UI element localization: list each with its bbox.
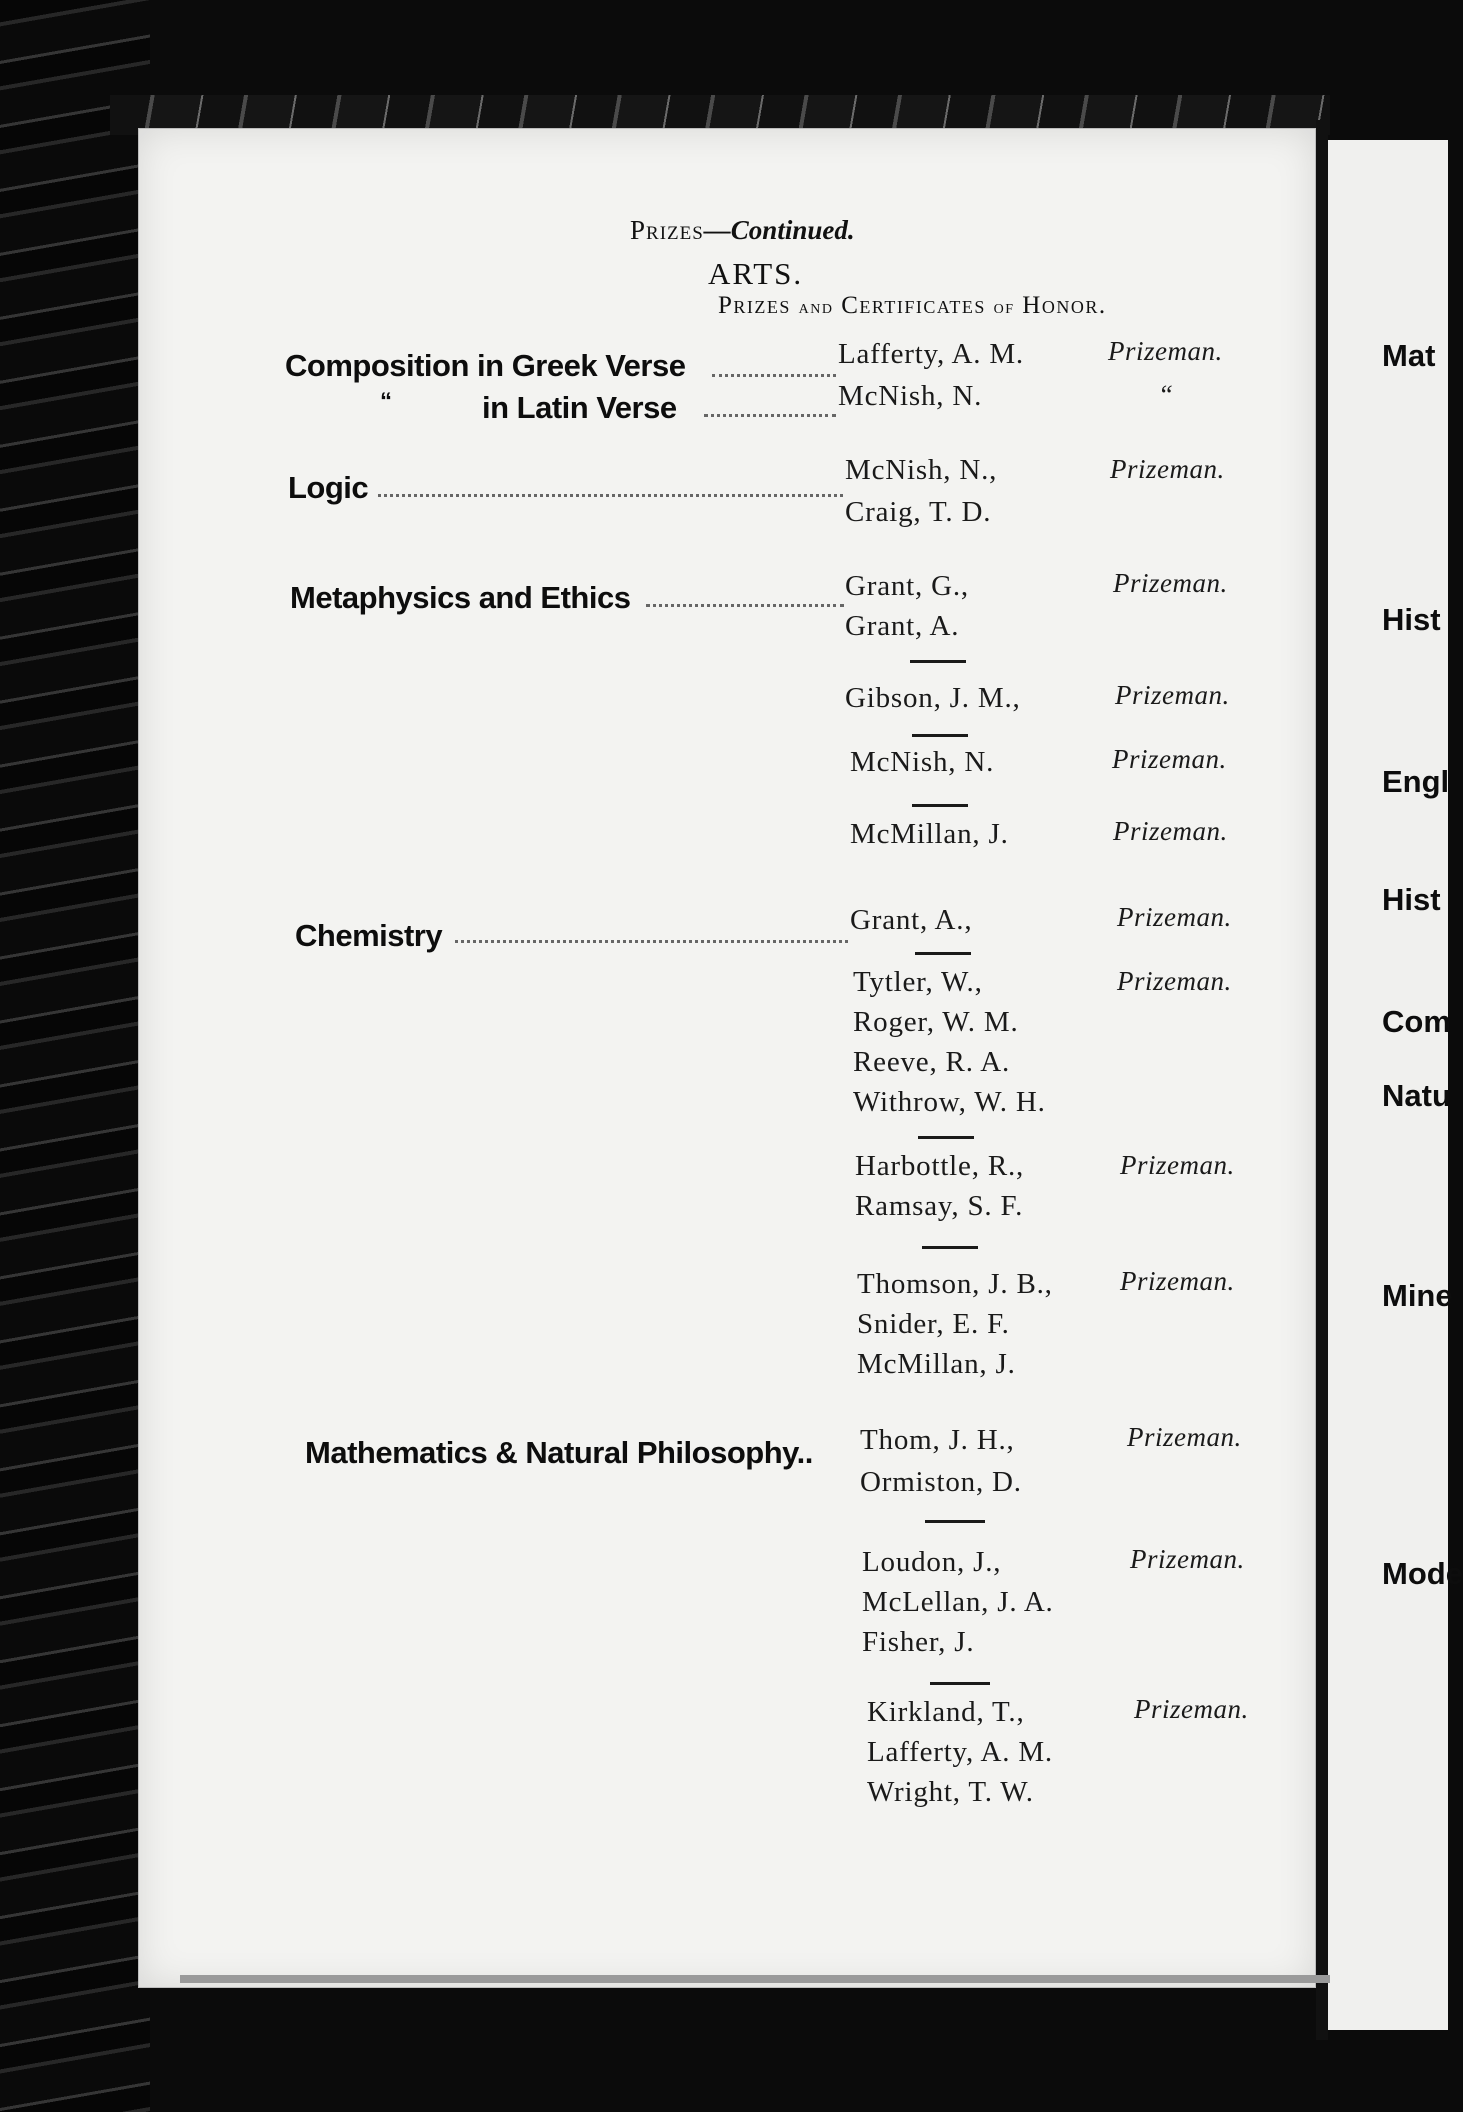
edge-word: Natu [1382, 1078, 1451, 1113]
separator-rule [910, 660, 966, 663]
name-math-4: McLellan, J. A. [862, 1586, 1054, 1618]
prize-chem-8: Prizeman. [1120, 1266, 1235, 1296]
name-chem-8: Thomson, J. B., [857, 1268, 1053, 1300]
edge-word: Hist [1382, 882, 1441, 917]
leader-dots [646, 604, 844, 607]
name-chem-7: Ramsay, S. F. [855, 1190, 1024, 1222]
name-greek-verse: Lafferty, A. M. [838, 338, 1024, 370]
name-logic-1: McNish, N., [845, 454, 998, 486]
subtitle-honor: Honor. [1022, 292, 1107, 319]
subject-chemistry: Chemistry [295, 918, 443, 953]
prize-chem-1: Prizeman. [1117, 902, 1232, 932]
name-chem-10: McMillan, J. [857, 1348, 1016, 1380]
edge-word: Mine [1382, 1278, 1453, 1313]
section-title: ARTS. [708, 256, 804, 291]
running-header [630, 215, 855, 246]
name-math-6: Kirkland, T., [867, 1696, 1025, 1728]
prize-meta-1: Prizeman. [1113, 568, 1228, 598]
name-math-8: Wright, T. W. [867, 1776, 1034, 1808]
prize-math-1: Prizeman. [1127, 1422, 1242, 1452]
edge-word: Mode [1382, 1556, 1463, 1591]
edge-word: Com [1382, 1004, 1451, 1039]
prize-math-6: Prizeman. [1134, 1694, 1249, 1724]
name-logic-2: Craig, T. D. [845, 496, 992, 528]
prize-greek-verse: Prizeman. [1108, 336, 1223, 366]
name-math-3: Loudon, J., [862, 1546, 1002, 1578]
scan-background-left [0, 0, 150, 2112]
ditto-mark-subject: “ [380, 388, 392, 415]
separator-rule [912, 734, 968, 737]
name-meta-5: McMillan, J. [850, 818, 1009, 850]
leader-dots [455, 940, 848, 943]
leader-dots [712, 374, 836, 377]
ditto-mark-prize: “ [1158, 380, 1174, 410]
name-latin-verse: McNish, N. [838, 380, 983, 412]
name-chem-6: Harbottle, R., [855, 1150, 1025, 1182]
leader-dots [704, 414, 836, 417]
prize-meta-3: Prizeman. [1115, 680, 1230, 710]
subtitle-certificates: Certificates [841, 292, 986, 319]
separator-rule [918, 1136, 974, 1139]
subtitle-and: and [798, 296, 834, 318]
separator-rule [922, 1246, 978, 1249]
edge-word: Engl [1382, 764, 1450, 799]
subject-greek-verse: Composition in Greek Verse [285, 348, 686, 383]
leader-dots [378, 494, 843, 497]
name-meta-3: Gibson, J. M., [845, 682, 1021, 714]
name-chem-5: Withrow, W. H. [853, 1086, 1046, 1118]
name-chem-4: Reeve, R. A. [853, 1046, 1010, 1078]
name-meta-1: Grant, G., [845, 570, 969, 602]
prize-chem-2: Prizeman. [1117, 966, 1232, 996]
header-prizes: Prizes [630, 215, 704, 245]
prize-meta-4: Prizeman. [1112, 744, 1227, 774]
separator-rule [930, 1682, 990, 1685]
separator-rule [925, 1520, 985, 1523]
prize-meta-5: Prizeman. [1113, 816, 1228, 846]
name-math-1: Thom, J. H., [860, 1424, 1015, 1456]
name-chem-9: Snider, E. F. [857, 1308, 1010, 1340]
prize-chem-6: Prizeman. [1120, 1150, 1235, 1180]
subject-metaphysics: Metaphysics and Ethics [290, 580, 631, 615]
page-gutter [1316, 120, 1328, 2040]
name-math-5: Fisher, J. [862, 1626, 975, 1658]
header-continued: —Continued. [703, 215, 855, 245]
edge-word: Hist [1382, 602, 1441, 637]
name-chem-2: Tytler, W., [853, 966, 983, 998]
name-meta-4: McNish, N. [850, 746, 995, 778]
section-subtitle [718, 292, 1107, 320]
subject-mathematics: Mathematics & Natural Philosophy.. [305, 1435, 813, 1470]
page-bottom-edge [180, 1975, 1330, 1983]
prize-math-3: Prizeman. [1130, 1544, 1245, 1574]
separator-rule [912, 804, 968, 807]
subtitle-prizes: Prizes [718, 292, 791, 319]
subject-logic: Logic [288, 470, 369, 505]
name-math-2: Ormiston, D. [860, 1466, 1022, 1498]
name-meta-2: Grant, A. [845, 610, 960, 642]
edge-word: Mat [1382, 338, 1436, 373]
separator-rule [915, 952, 971, 955]
prize-logic: Prizeman. [1110, 454, 1225, 484]
name-chem-3: Roger, W. M. [853, 1006, 1019, 1038]
subject-latin-verse: in Latin Verse [482, 390, 677, 425]
name-math-7: Lafferty, A. M. [867, 1736, 1053, 1768]
name-chem-1: Grant, A., [850, 904, 973, 936]
subtitle-of: of [993, 296, 1015, 318]
